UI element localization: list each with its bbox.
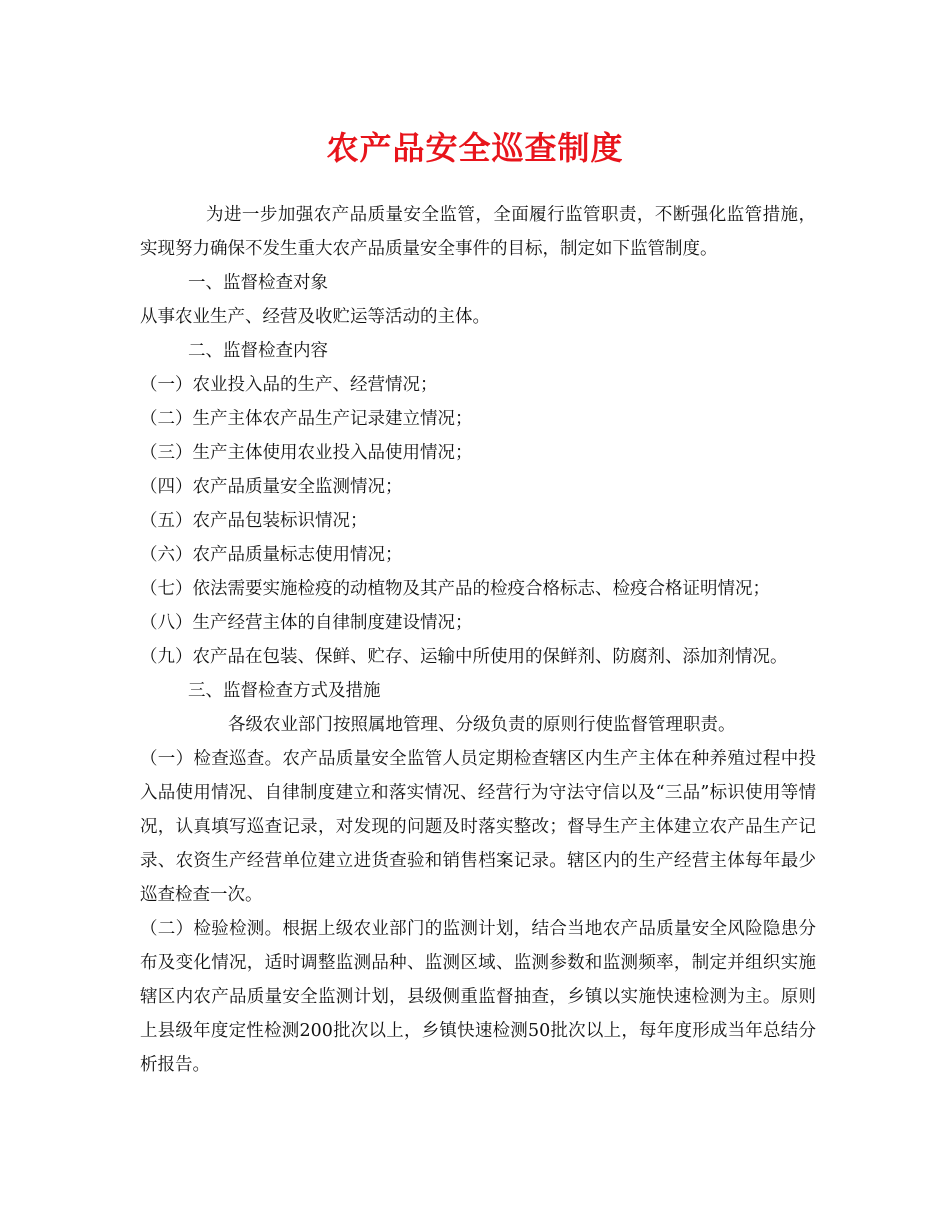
- section2-heading: 二、监督检查内容: [188, 341, 328, 361]
- section2-item: （九）农产品在包装、保鲜、贮存、运输中所使用的保鲜剂、防腐剂、添加剂情况。: [140, 647, 788, 667]
- section2-item: （四）农产品质量安全监测情况；: [140, 477, 403, 497]
- document-body: [140, 198, 816, 1082]
- section1-text: 从事农业生产、经营及收贮运等活动的主体。: [140, 307, 490, 327]
- section2-item: （一）农业投入品的生产、经营情况；: [140, 375, 438, 395]
- section3-paragraph-inspection: （一）检查巡查。农产品质量安全监管人员定期检查辖区内生产主体在种养殖过程中投入品使用情况、自律制度建立和落实情况、经营行为守法守信以及“三品”标识使用等情况，认真填写巡查记录，对发现的问题及时落实整改；督导生产主体建立农产品生产记录、农资生产经营单位建立进货查验和销售档案记录。辖区内的生产经营主体每年最少巡查检查一次。: [140, 749, 816, 905]
- section2-item: （五）农产品包装标识情况；: [140, 511, 368, 531]
- section2-item: （六）农产品质量标志使用情况；: [140, 545, 403, 565]
- section3-lead: 各级农业部门按照属地管理、分级负责的原则行使监督管理职责。: [228, 715, 736, 735]
- section2-item: （三）生产主体使用农业投入品使用情况；: [140, 443, 473, 463]
- section2-item: （七）依法需要实施检疫的动植物及其产品的检疫合格标志、检疫合格证明情况；: [140, 579, 770, 599]
- section2-item: （二）生产主体农产品生产记录建立情况；: [140, 409, 473, 429]
- section3-heading: 三、监督检查方式及措施: [188, 681, 381, 701]
- section1-heading: 一、监督检查对象: [188, 273, 328, 293]
- intro-paragraph: 为进一步加强农产品质量安全监管，全面履行监管职责，不断强化监管措施，实现努力确保不发生重大农产品质量安全事件的目标，制定如下监管制度。: [140, 205, 816, 259]
- section3-paragraph-testing: （二）检验检测。根据上级农业部门的监测计划，结合当地农产品质量安全风险隐患分布及变化情况，适时调整监测品种、监测区域、监测参数和监测频率，制定并组织实施辖区内农产品质量安全监测计划，县级侧重监督抽查，乡镇以实施快速检测为主。原则上县级年度定性检测200批次以上，乡镇快速检测50批次以上，每年度形成当年总结分析报告。: [140, 919, 816, 1075]
- document-title: 农产品安全巡查制度: [326, 129, 624, 167]
- section2-item: （八）生产经营主体的自律制度建设情况；: [140, 613, 473, 633]
